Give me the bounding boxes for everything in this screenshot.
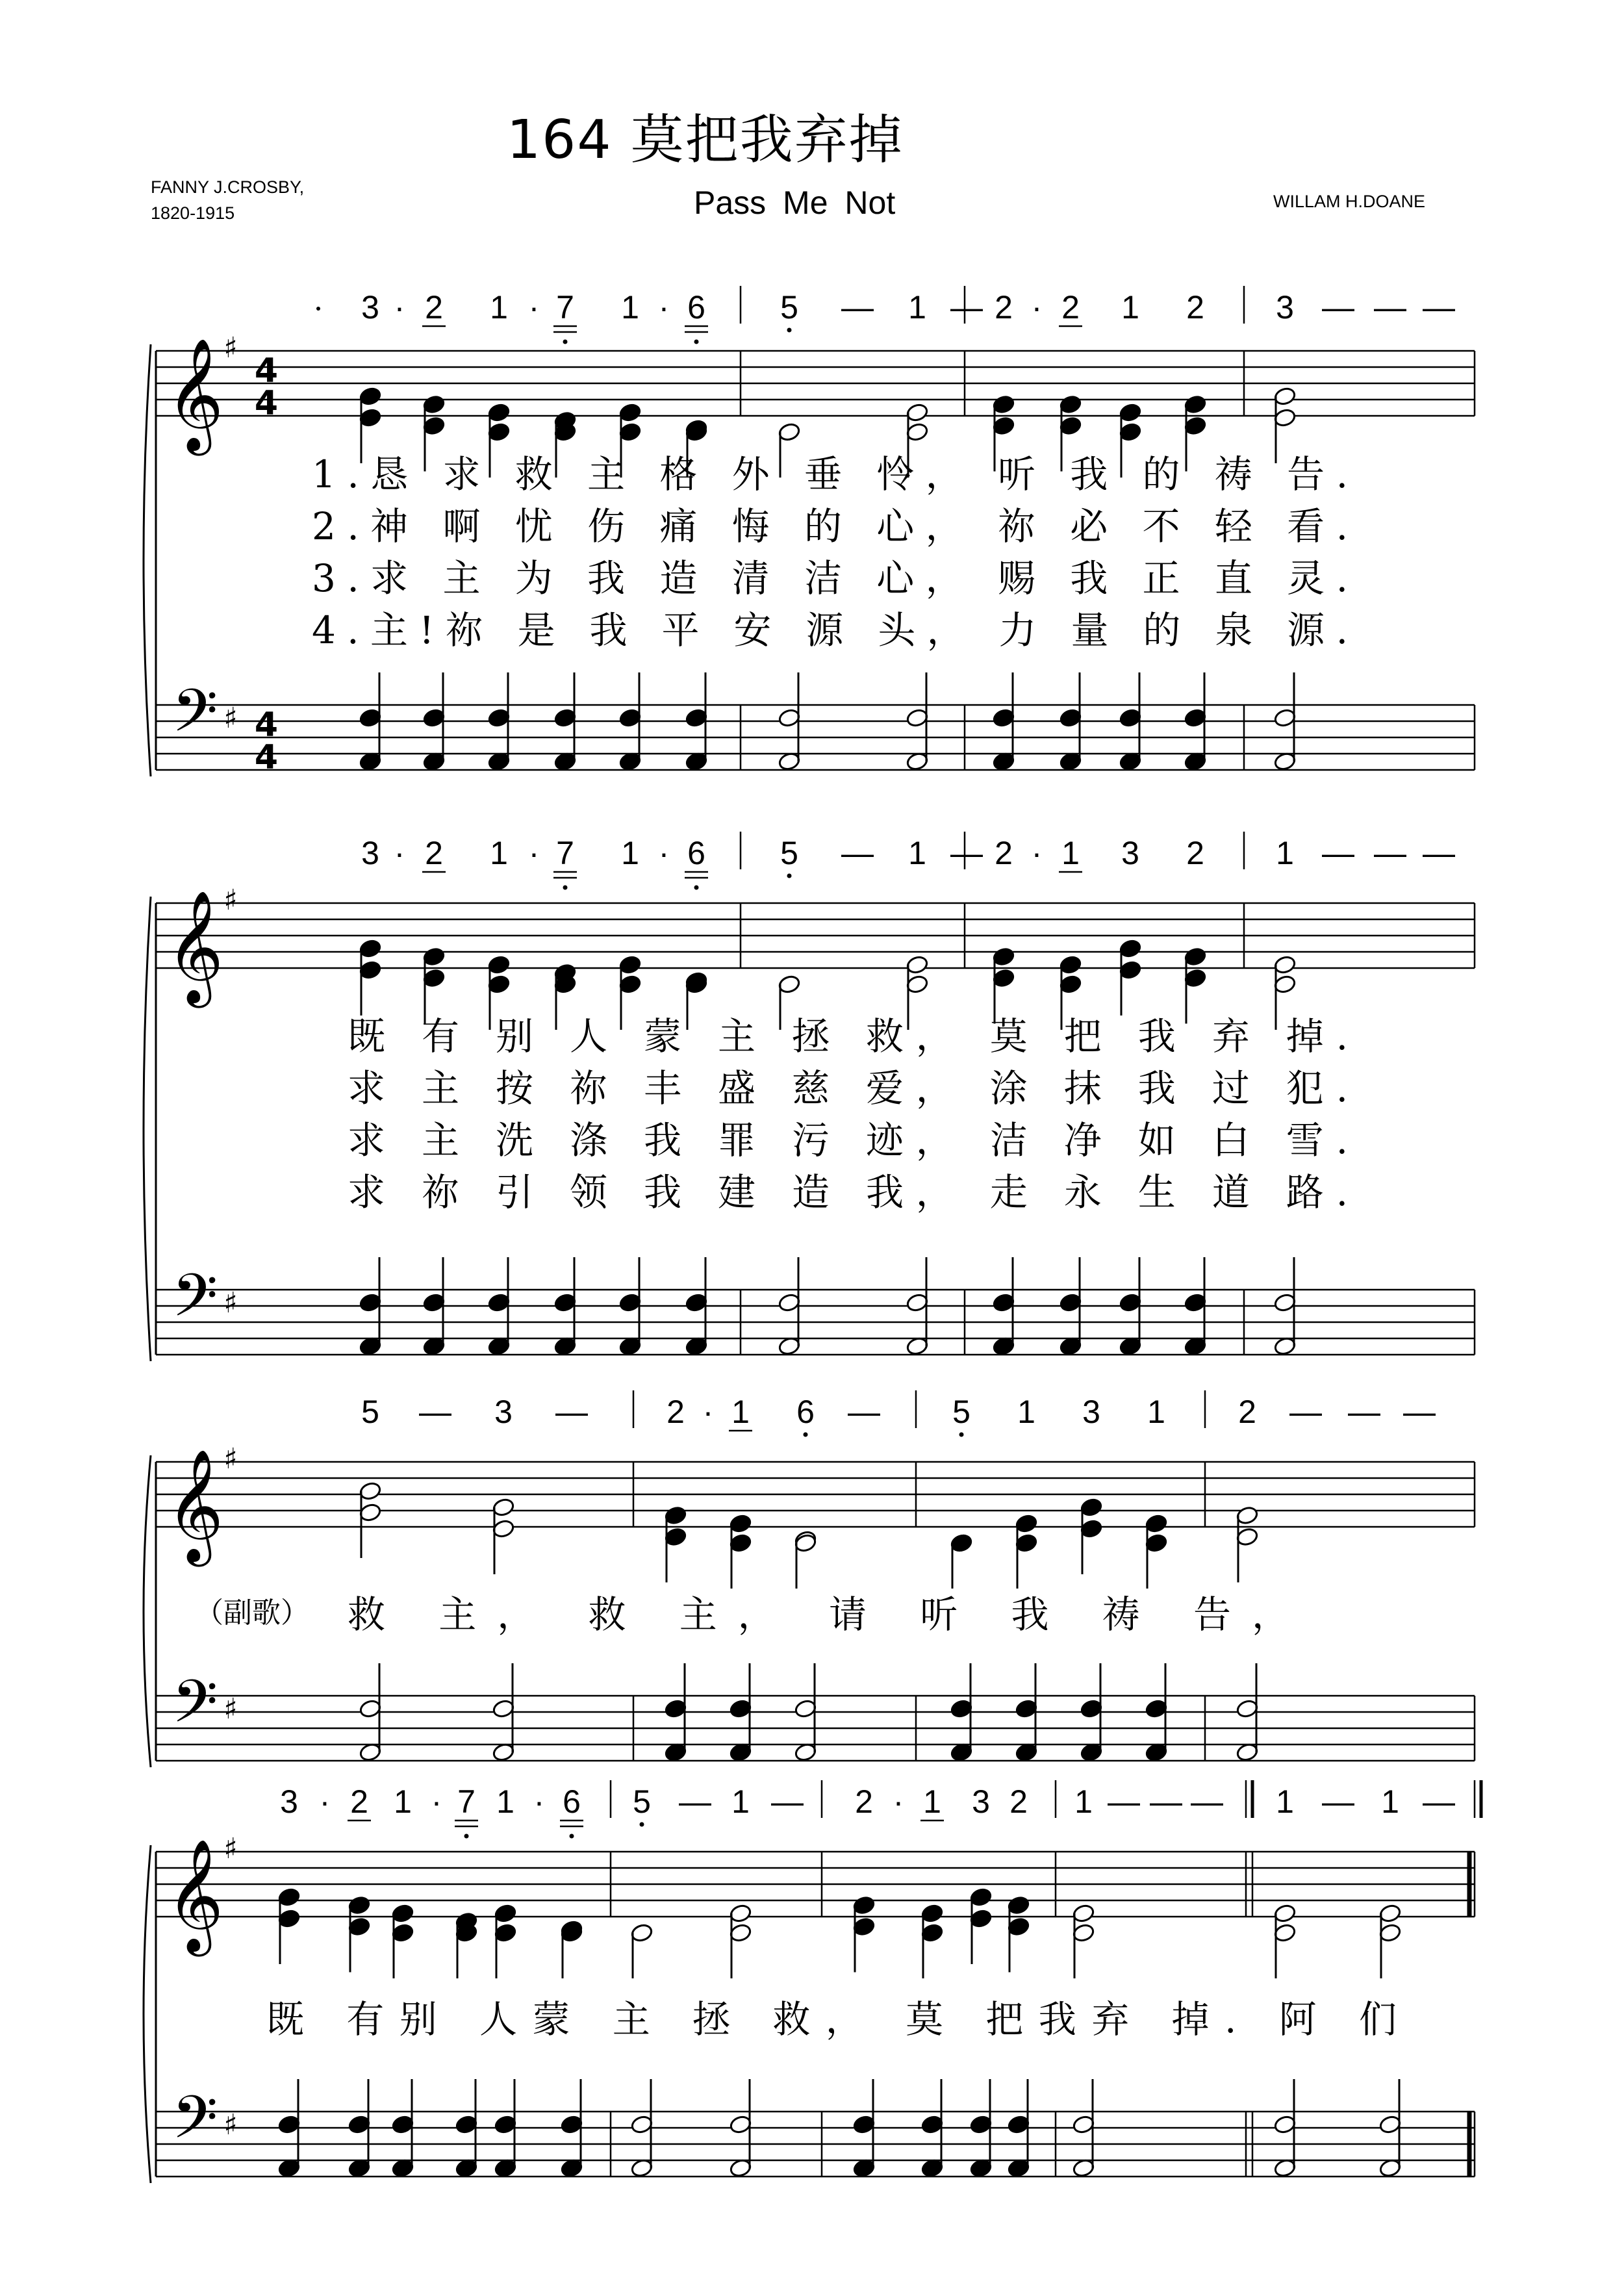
lyric-line: 4.主!祢 是 我 平 安 源 头， 力 量 的 泉 源. [312, 608, 1348, 652]
lyric-line: 1.恳 求 救 主 格 外 垂 怜， 听 我 的 祷 告. [312, 452, 1348, 496]
lyric-line: 2.神 啊 忧 伤 痛 悔 的 心， 祢 必 不 轻 看. [312, 504, 1348, 548]
treble-clef-icon: 𝄞 [166, 338, 224, 451]
jianpu-note: · [658, 835, 670, 871]
jianpu-note: · [533, 1783, 545, 1820]
key-sharp-icon: ♯ [223, 331, 238, 364]
bass-clef-icon: 𝄢 [171, 2083, 218, 2166]
treble-clef-icon: 𝄞 [166, 1839, 224, 1952]
jianpu-note: 7 [556, 289, 574, 326]
jianpu-note: — [1423, 1783, 1455, 1820]
jianpu-note: 2 [1061, 289, 1080, 326]
jianpu-note: · [394, 289, 405, 326]
jianpu-low-dot [804, 1433, 808, 1437]
hymn-subtitle: Pass Me Not [694, 185, 896, 221]
jianpu-note: · [893, 1783, 904, 1820]
jianpu-note: 3 [1276, 289, 1294, 326]
jianpu-note: 1 [1074, 1783, 1093, 1820]
lyric-line: 3.求 主 为 我 造 清 洁 心， 赐 我 正 直 灵. [312, 556, 1348, 600]
bass-clef-icon: 𝄢 [171, 1261, 218, 1344]
jianpu-note: · [394, 835, 405, 871]
time-signature-bottom: 4 [254, 384, 279, 423]
jianpu-note: 1 [731, 1394, 750, 1430]
jianpu-note: — [848, 1394, 880, 1430]
jianpu-note: 1 [1381, 1783, 1399, 1820]
jianpu-note: — [841, 835, 874, 871]
jianpu-note: 3 [1121, 835, 1139, 871]
jianpu-low-dot [563, 340, 568, 344]
jianpu-note: 3 [1082, 1394, 1100, 1430]
system-brace-icon [144, 1455, 151, 1767]
key-sharp-icon: ♯ [223, 1286, 238, 1320]
jianpu-low-dot [694, 340, 699, 344]
jianpu-note: 5 [780, 289, 798, 326]
jianpu-note: — [1322, 1783, 1354, 1820]
key-sharp-icon: ♯ [223, 884, 238, 917]
jianpu-note: 1 [1147, 1394, 1165, 1430]
jianpu-note: · [702, 1394, 714, 1430]
jianpu-note: — [1289, 1394, 1322, 1430]
bass-clef-icon: 𝄢 [171, 676, 218, 760]
jianpu-note: 1 [1276, 1783, 1294, 1820]
jianpu-note: 1 [731, 1783, 750, 1820]
bass-clef-icon: 𝄢 [171, 1667, 218, 1750]
jianpu-note: 5 [952, 1394, 971, 1430]
system-brace-icon [144, 1845, 151, 2183]
jianpu-note: — [841, 289, 874, 326]
author-dates: 1820-1915 [151, 203, 235, 223]
jianpu-note: 7 [457, 1783, 476, 1820]
key-sharp-icon: ♯ [223, 1442, 238, 1476]
jianpu-low-dot [787, 328, 792, 333]
jianpu-note: 5 [361, 1394, 379, 1430]
jianpu-note: — [771, 1783, 804, 1820]
jianpu-note: 1 [496, 1783, 514, 1820]
lyric-line: 救 主， 救 主， 请 听 我 祷 告， [348, 1592, 1289, 1637]
time-signature-top: 4 [254, 706, 279, 745]
jianpu-note: · [658, 289, 670, 326]
jianpu-low-dot [640, 1822, 644, 1827]
jianpu-note: 2 [995, 835, 1013, 871]
system-brace-icon [144, 897, 151, 1361]
jianpu-note: — [1191, 1783, 1223, 1820]
jianpu-note: 2 [666, 1394, 685, 1430]
jianpu-note: — [1322, 835, 1354, 871]
chorus-label: （副歌） [195, 1596, 309, 1629]
jianpu-note: — [1322, 289, 1354, 326]
jianpu-note: — [679, 1783, 711, 1820]
jianpu-note: — [1108, 1783, 1140, 1820]
jianpu-note: · [1031, 289, 1043, 326]
jianpu-note: 6 [563, 1783, 581, 1820]
key-sharp-icon: ♯ [223, 702, 238, 735]
jianpu-note: 2 [855, 1783, 873, 1820]
system-brace-icon [144, 344, 151, 776]
jianpu-note: 1 [923, 1783, 941, 1820]
jianpu-note: · [319, 1783, 331, 1820]
jianpu-note: · [431, 1783, 442, 1820]
jianpu-note: 3 [361, 289, 379, 326]
jianpu-note: 2 [425, 835, 443, 871]
jianpu-note: 5 [780, 835, 798, 871]
jianpu-pickup-dot [316, 307, 320, 311]
jianpu-note: 2 [1009, 1783, 1028, 1820]
jianpu-note: 1 [394, 1783, 412, 1820]
jianpu-note: 2 [995, 289, 1013, 326]
time-signature-top: 4 [254, 351, 279, 390]
jianpu-note: 1 [490, 835, 508, 871]
jianpu-low-dot [464, 1834, 469, 1839]
jianpu-note: 2 [1238, 1394, 1256, 1430]
jianpu-note: 1 [1061, 835, 1080, 871]
jianpu-note: — [1150, 1783, 1182, 1820]
jianpu-note: 5 [633, 1783, 651, 1820]
jianpu-note: 3 [280, 1783, 298, 1820]
jianpu-note: 6 [796, 1394, 815, 1430]
lyric-line: 既 有别 人蒙 主 拯 救， 莫 把我弃 掉. 阿 们 [266, 1997, 1397, 2041]
jianpu-note: — [1423, 835, 1455, 871]
jianpu-note: — [950, 835, 983, 871]
jianpu-note: 2 [350, 1783, 368, 1820]
jianpu-note: — [1348, 1394, 1380, 1430]
composer-credit: WILLAM H.DOANE [1273, 192, 1426, 211]
jianpu-note: — [1374, 289, 1406, 326]
jianpu-note: 1 [908, 835, 926, 871]
key-sharp-icon: ♯ [223, 1693, 238, 1726]
jianpu-low-dot [959, 1433, 964, 1437]
jianpu-low-dot [563, 886, 568, 890]
jianpu-note: 1 [1276, 835, 1294, 871]
jianpu-low-dot [570, 1834, 574, 1839]
treble-clef-icon: 𝄞 [166, 1449, 224, 1562]
jianpu-note: 6 [687, 289, 705, 326]
jianpu-note: 2 [425, 289, 443, 326]
lyric-line: 求 祢 引 领 我 建 造 我， 走 永 生 道 路. [348, 1170, 1348, 1214]
jianpu-note: 3 [361, 835, 379, 871]
jianpu-note: 6 [687, 835, 705, 871]
jianpu-note: 1 [621, 289, 639, 326]
treble-clef-icon: 𝄞 [166, 890, 224, 1003]
jianpu-note: — [1403, 1394, 1436, 1430]
jianpu-note: 1 [621, 835, 639, 871]
jianpu-note: 1 [490, 289, 508, 326]
jianpu-note: — [950, 289, 983, 326]
jianpu-note: 1 [1121, 289, 1139, 326]
jianpu-note: 1 [908, 289, 926, 326]
lyric-line: 既 有 别 人 蒙 主 拯 救， 莫 把 我 弃 掉. [348, 1014, 1348, 1058]
jianpu-note: 2 [1186, 289, 1204, 326]
lyric-line: 求 主 按 祢 丰 盛 慈 爱， 涂 抹 我 过 犯. [348, 1066, 1348, 1110]
jianpu-note: · [528, 835, 540, 871]
hymn-title: 164 莫把我弃掉 [507, 109, 904, 171]
key-sharp-icon: ♯ [223, 2108, 238, 2141]
jianpu-note: — [1374, 835, 1406, 871]
time-signature-bottom: 4 [254, 738, 279, 777]
jianpu-note: — [555, 1394, 588, 1430]
jianpu-note: 7 [556, 835, 574, 871]
jianpu-note: 3 [972, 1783, 990, 1820]
key-sharp-icon: ♯ [223, 1832, 238, 1865]
jianpu-note: — [1423, 289, 1455, 326]
jianpu-note: · [528, 289, 540, 326]
jianpu-note: 1 [1017, 1394, 1035, 1430]
jianpu-low-dot [694, 886, 699, 890]
jianpu-note: 2 [1186, 835, 1204, 871]
jianpu-low-dot [787, 874, 792, 878]
lyric-line: 求 主 洗 涤 我 罪 污 迹， 洁 净 如 白 雪. [348, 1118, 1348, 1162]
jianpu-note: 3 [494, 1394, 513, 1430]
jianpu-note: · [1031, 835, 1043, 871]
jianpu-note: — [419, 1394, 451, 1430]
author-name: FANNY J.CROSBY, [151, 177, 305, 197]
